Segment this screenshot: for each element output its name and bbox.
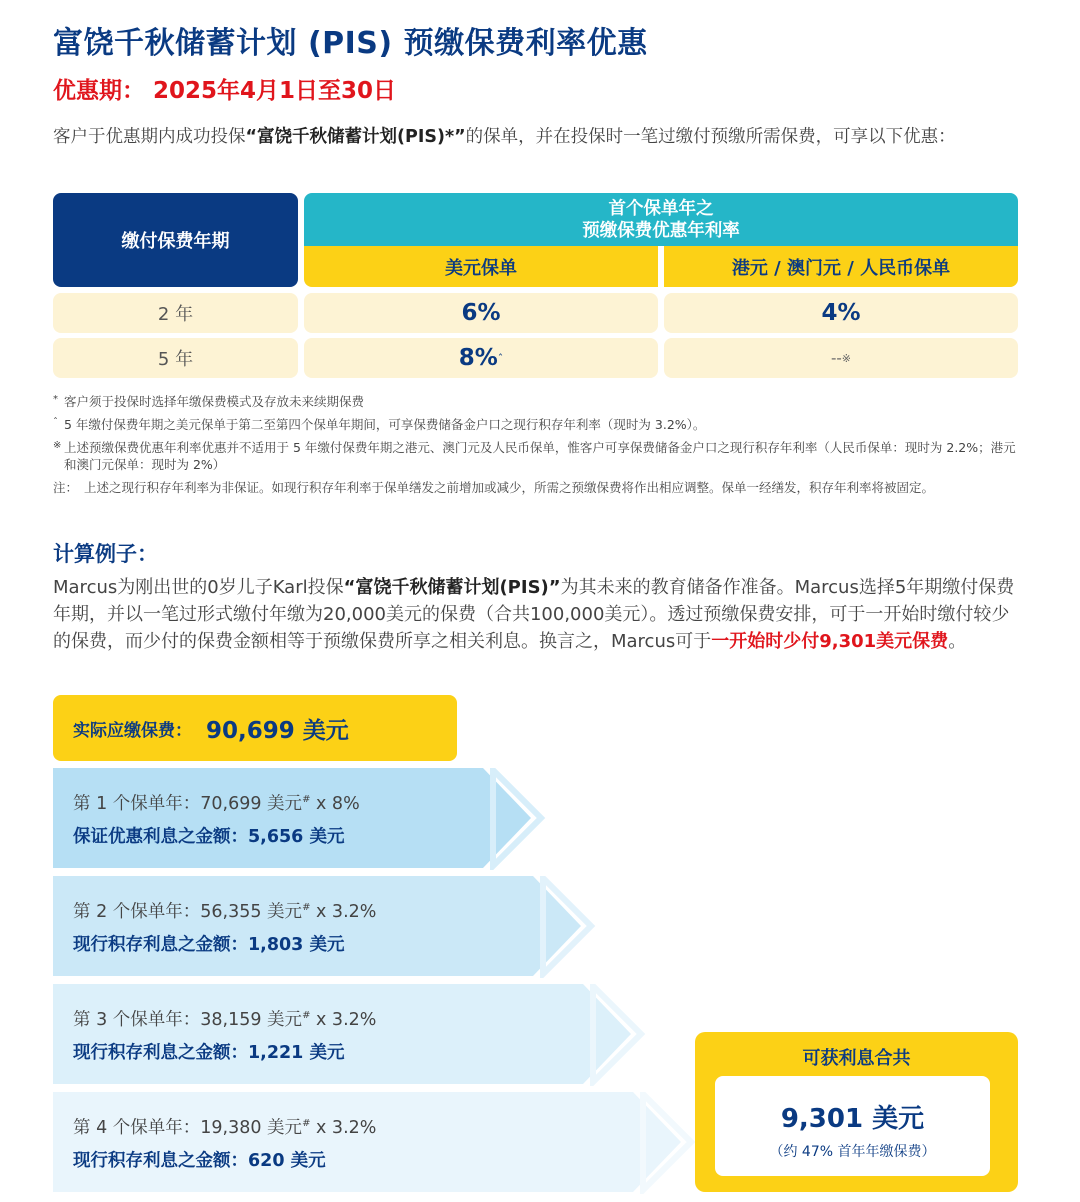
year-interest: 保证优惠利息之金额：5,656 美元 xyxy=(73,827,345,847)
row-5y-hkd-rate xyxy=(664,338,1018,378)
header-hkd-policy: 港元 / 澳门元 / 人民币保单 xyxy=(664,246,1018,287)
calc-plan-name: “富饶千秋储蓄计划(PIS)” xyxy=(343,577,561,598)
header-premium-term: 缴付保费年期 xyxy=(53,193,298,287)
offer-period: 优惠期： 2025年4月1日至30日 xyxy=(53,78,397,104)
header-rate xyxy=(304,193,1018,246)
footnote xyxy=(53,479,1023,496)
calc-text-2: 为其未来的教育储备作准备。Marcus选择5年期缴付保费年期，并以一笔过形式缴付年缴为20,000美元的保费（合共100,000美元）。透过预缴保费安排，可于一开始时缴付较少的保费，而少付的保费金额相等于预缴保费所享之相关利息。换言之，Marcus可于 xyxy=(53,577,1015,652)
year-calc: 第 4 个保单年：19,380 美元 xyxy=(73,1118,303,1138)
policy-year-3 xyxy=(53,984,753,1084)
footnote-mark: 注： xyxy=(53,480,79,495)
footnote-text: 5 年缴付保费年期之美元保单于第二至第四个保单年期间，可享保费储备金户口之现行积存年利率（现时为 3.2%）。 xyxy=(64,417,706,432)
actual-premium-box xyxy=(53,695,457,761)
hash-mark: # xyxy=(302,1118,311,1130)
intro-after: 的保单，并在投保时一笔过缴付预缴所需保费，可享以下优惠： xyxy=(465,127,956,147)
footnote-text: 上述预缴保费优惠年利率优惠并不适用于 5 年缴付保费年期之港元、澳门元及人民币保单，惟客户可享保费储备金户口之现行积存年利率（人民币保单：现时为 2.2%；港元和澳门元保单：现时为 2%） xyxy=(64,440,1016,472)
year-calc: 第 3 个保单年：38,159 美元 xyxy=(73,1010,303,1030)
page-title: 富饶千秋储蓄计划 (PIS) 预缴保费利率优惠 xyxy=(53,26,648,61)
footnote xyxy=(53,393,1023,410)
intro-before: 客户于优惠期内成功投保 xyxy=(53,127,246,147)
footnotes xyxy=(53,393,1023,496)
actual-premium-value: 90,699 美元 xyxy=(206,717,349,744)
hash-mark: # xyxy=(302,794,311,806)
total-interest-box xyxy=(695,1032,1018,1192)
year-interest: 现行积存利息之金额：620 美元 xyxy=(73,1151,326,1171)
year-calc: 第 1 个保单年：70,699 美元 xyxy=(73,794,303,814)
calc-text-1: Marcus为刚出世的0岁儿子Karl投保 xyxy=(53,577,344,598)
policy-year-1 xyxy=(53,768,753,868)
total-interest-label: 可获利息合共 xyxy=(802,1048,911,1069)
footnote xyxy=(53,416,1023,433)
footnote-text: 上述之现行积存年利率为非保证。如现行积存年利率于保单缮发之前增加或减少，所需之预缴保费将作出相应调整。保单一经缮发，积存年利率将被固定。 xyxy=(84,480,935,495)
row-2y-usd-rate xyxy=(304,293,658,333)
year-calc: 第 2 个保单年：56,355 美元 xyxy=(73,902,303,922)
year-interest: 现行积存利息之金额：1,221 美元 xyxy=(73,1043,345,1063)
calc-example-title: 计算例子： xyxy=(53,542,158,566)
total-interest-card xyxy=(715,1076,990,1176)
intro-paragraph xyxy=(53,126,1028,149)
hash-mark: # xyxy=(302,1010,311,1022)
calc-text-3: 。 xyxy=(948,631,967,652)
footnote xyxy=(53,439,1023,473)
footnote-mark: ※ xyxy=(53,440,62,451)
rate-footnote-mark: ※ xyxy=(841,351,852,365)
year-rate: x 3.2% xyxy=(310,1118,377,1138)
rate-value: 6% xyxy=(461,300,501,326)
header-usd-policy: 美元保单 xyxy=(304,246,658,287)
policy-year-4 xyxy=(53,1092,753,1192)
calc-example-text xyxy=(53,574,1023,655)
header-rate-line1: 首个保单年之 xyxy=(608,198,714,219)
rate-value: 8% xyxy=(458,345,498,371)
header-rate-line2: 预缴保费优惠年利率 xyxy=(582,220,740,241)
row-2y-term: 2 年 xyxy=(53,293,298,333)
rate-value: 4% xyxy=(821,300,861,326)
calc-highlight: 一开始时少付9,301美元保费 xyxy=(711,631,949,652)
rate-value: -- xyxy=(830,349,842,367)
row-5y-term: 5 年 xyxy=(53,338,298,378)
total-interest-note: （约 47% 首年年缴保费） xyxy=(769,1144,936,1160)
hash-mark: # xyxy=(302,902,311,914)
total-interest-value: 9,301 美元 xyxy=(780,1104,925,1134)
intro-plan: “富饶千秋储蓄计划(PIS)*” xyxy=(245,127,466,147)
year-rate: x 3.2% xyxy=(310,1010,377,1030)
year-rate: x 8% xyxy=(310,794,360,814)
year-interest: 现行积存利息之金额：1,803 美元 xyxy=(73,935,345,955)
row-5y-usd-rate xyxy=(304,338,658,378)
row-2y-hkd-rate xyxy=(664,293,1018,333)
footnote-text: 客户须于投保时选择年缴保费模式及存放未来续期保费 xyxy=(64,394,365,409)
policy-year-2 xyxy=(53,876,753,976)
year-rate: x 3.2% xyxy=(310,902,377,922)
footnote-mark: * xyxy=(53,394,58,405)
rate-footnote-mark: ˆ xyxy=(497,351,504,365)
footnote-mark: ˆ xyxy=(53,417,58,428)
actual-premium-label: 实际应缴保费： xyxy=(73,720,192,741)
